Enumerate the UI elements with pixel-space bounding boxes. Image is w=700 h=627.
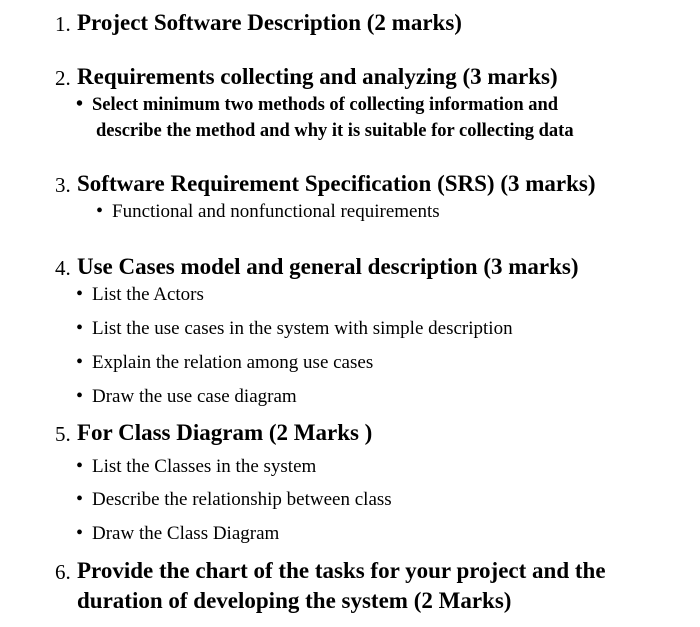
- bullet-item: [96, 200, 440, 223]
- bullet-text: Functional and nonfunctional requirements: [112, 201, 440, 222]
- section-number: 5.: [55, 422, 71, 446]
- bullet-icon: •: [76, 317, 84, 339]
- bullet-item: [76, 93, 558, 116]
- bullet-text: List the Classes in the system: [92, 456, 317, 477]
- section-heading: Provide the chart of the tasks for your project and the: [77, 558, 606, 583]
- bullet-text: describe the method and why it is suitable for collecting data: [96, 121, 574, 141]
- bullet-icon: •: [76, 522, 84, 544]
- section-number: 3.: [55, 173, 71, 197]
- bullet-item: [76, 283, 204, 306]
- section-heading: Software Requirement Specification (SRS) (3 marks): [77, 171, 596, 196]
- bullet-icon: •: [76, 385, 84, 407]
- section-number: 1.: [55, 12, 71, 36]
- section-number: 4.: [55, 256, 71, 280]
- bullet-text: Select minimum two methods of collecting information and: [92, 95, 559, 115]
- bullet-item: [76, 522, 279, 545]
- bullet-text: Explain the relation among use cases: [92, 352, 374, 373]
- bullet-icon: •: [76, 351, 84, 373]
- bullet-icon: •: [76, 283, 84, 305]
- bullet-item: [76, 317, 513, 340]
- bullet-item: [76, 455, 316, 478]
- section-heading-continuation: duration of developing the system (2 Marks): [77, 588, 512, 613]
- bullet-continuation: [96, 121, 574, 142]
- bullet-text: List the Actors: [92, 284, 204, 305]
- section-heading: Requirements collecting and analyzing (3 marks): [77, 64, 558, 89]
- bullet-text: Describe the relationship between class: [92, 489, 392, 510]
- section-heading: Use Cases model and general description (3 marks): [77, 254, 579, 279]
- bullet-item: [76, 351, 373, 374]
- section-number: 6.: [55, 560, 71, 584]
- bullet-text: Draw the use case diagram: [92, 386, 297, 407]
- bullet-text: List the use cases in the system with simple description: [92, 318, 513, 339]
- section-heading: For Class Diagram (2 Marks ): [77, 420, 373, 445]
- bullet-icon: •: [76, 488, 84, 510]
- bullet-icon: •: [76, 455, 84, 477]
- bullet-text: Draw the Class Diagram: [92, 523, 280, 544]
- bullet-item: [76, 385, 297, 408]
- section-number: 2.: [55, 66, 71, 90]
- bullet-icon: •: [76, 93, 84, 115]
- section-heading: Project Software Description (2 marks): [77, 10, 462, 35]
- bullet-icon: •: [96, 200, 104, 222]
- bullet-item: [76, 488, 392, 511]
